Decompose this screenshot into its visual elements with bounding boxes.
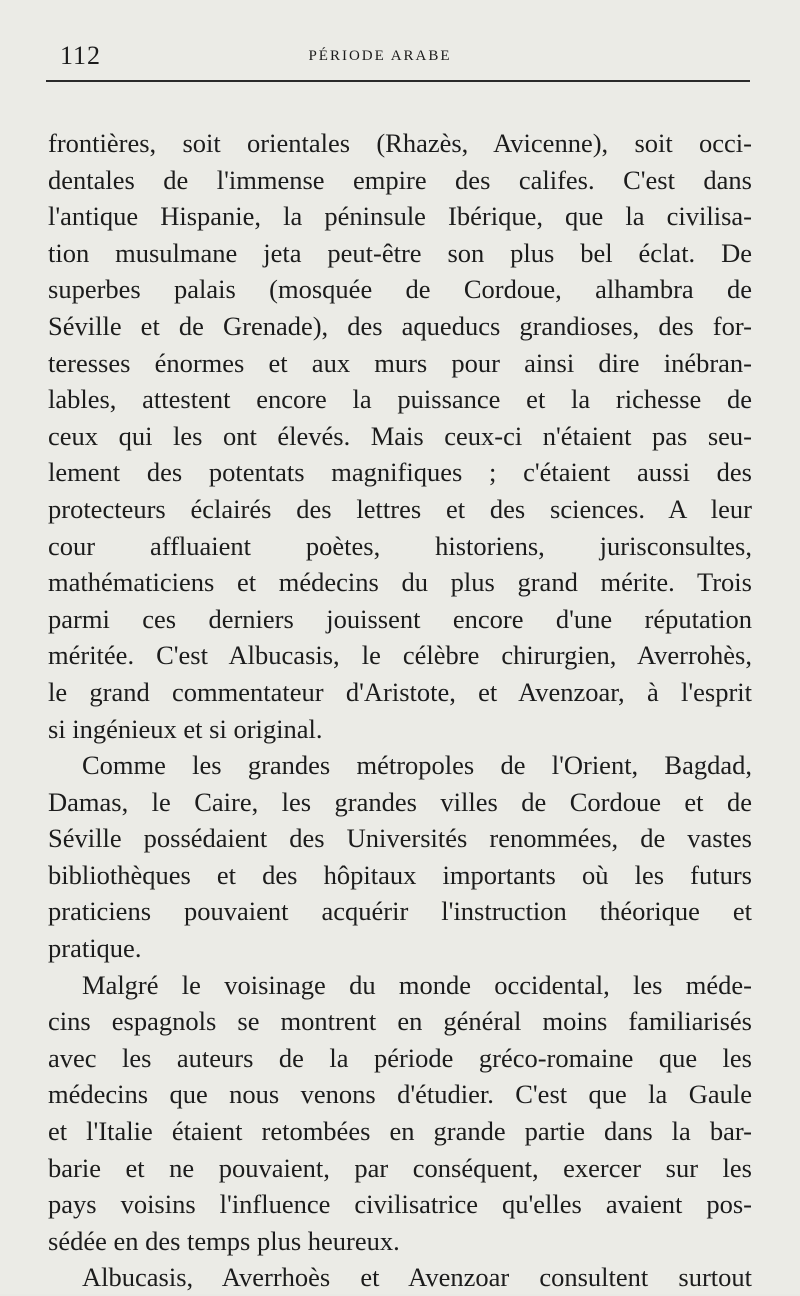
text-line: Séville possédaient des Universités renommées, de vastes xyxy=(48,823,752,854)
text-line: Malgré le voisinage du monde occidental, les méde- xyxy=(82,969,752,1000)
running-head: PÉRIODE ARABE xyxy=(308,48,452,64)
text-line: médecins que nous venons d'étudier. C'est que la Gaule xyxy=(48,1079,752,1110)
page-header xyxy=(48,38,752,74)
text-line: pays voisins l'influence civilisatrice qu'elles avaient pos- xyxy=(48,1189,752,1220)
text-line: l'antique Hispanie, la péninsule Ibérique, que la civilisa- xyxy=(48,201,752,232)
text-line: protecteurs éclairés des lettres et des sciences. A leur xyxy=(48,493,752,524)
text-line: cins espagnols se montrent en général moins familiarisés xyxy=(48,1006,752,1037)
text-line: ceux qui les ont élevés. Mais ceux-ci n'étaient pas seu- xyxy=(48,420,752,451)
text-line: Albucasis, Averrhoès et Avenzoar consultent surtout xyxy=(82,1262,752,1293)
text-line: bibliothèques et des hôpitaux importants où les futurs xyxy=(48,859,752,890)
text-line: tion musulmane jeta peut-être son plus bel éclat. De xyxy=(48,237,752,268)
text-line: cour affluaient poètes, historiens, jurisconsultes, xyxy=(48,530,752,561)
text-line: lables, attestent encore la puissance et la richesse de xyxy=(48,384,752,415)
text-line: parmi ces derniers jouissent encore d'une réputation xyxy=(48,603,752,634)
text-line: avec les auteurs de la période gréco-romaine que les xyxy=(48,1042,752,1073)
text-line: dentales de l'immense empire des califes. C'est dans xyxy=(48,164,752,195)
text-line: si ingénieux et si original. xyxy=(48,713,323,744)
text-line: barie et ne pouvaient, par conséquent, exercer sur les xyxy=(48,1152,752,1183)
header-rule xyxy=(46,80,750,82)
text-line: teresses énormes et aux murs pour ainsi dire inébran- xyxy=(48,347,752,378)
text-line: superbes palais (mosquée de Cordoue, alhambra de xyxy=(48,274,752,305)
page-number: 112 xyxy=(60,41,102,70)
text-line: Damas, le Caire, les grandes villes de Cordoue et de xyxy=(48,786,752,817)
text-line: sédée en des temps plus heureux. xyxy=(48,1225,400,1256)
body-text xyxy=(48,125,752,1296)
text-line: le grand commentateur d'Aristote, et Avenzoar, à l'esprit xyxy=(48,676,752,707)
text-line: lement des potentats magnifiques ; c'étaient aussi des xyxy=(48,457,752,488)
text-line: mathématiciens et médecins du plus grand mérite. Trois xyxy=(48,567,752,598)
text-line: et l'Italie étaient retombées en grande partie dans la bar- xyxy=(48,1116,752,1147)
text-line: frontières, soit orientales (Rhazès, Avicenne), soit occi- xyxy=(48,128,752,158)
text-line: méritée. C'est Albucasis, le célèbre chirurgien, Averrohès, xyxy=(48,640,752,671)
text-line: praticiens pouvaient acquérir l'instruction théorique et xyxy=(48,896,752,927)
text-line: Séville et de Grenade), des aqueducs grandioses, des for- xyxy=(48,310,752,341)
text-line: Comme les grandes métropoles de l'Orient, Bagdad, xyxy=(82,750,752,781)
text-line: pratique. xyxy=(48,933,142,964)
